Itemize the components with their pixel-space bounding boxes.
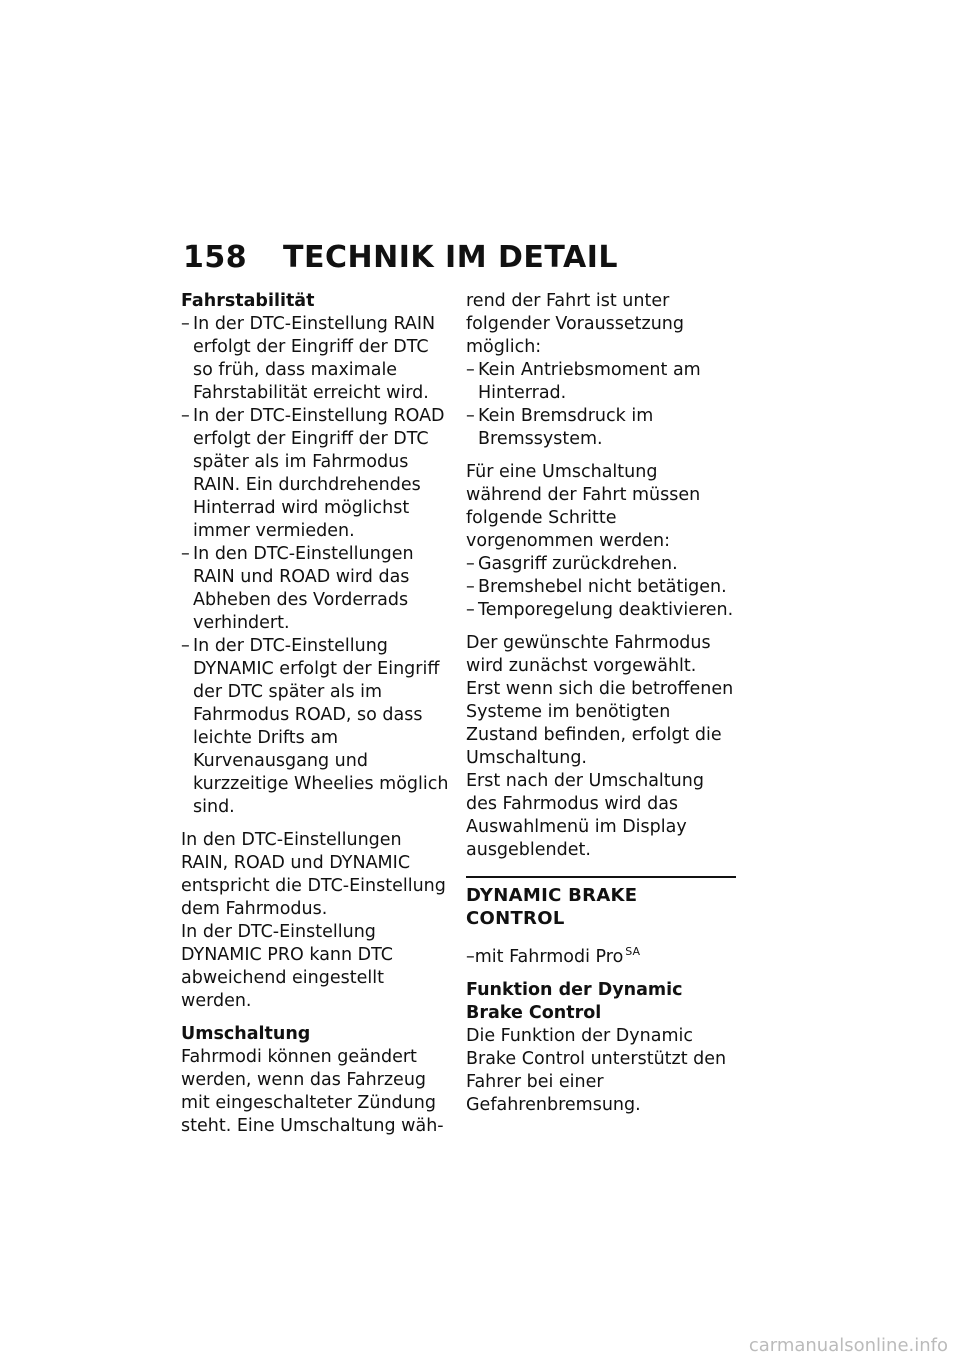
paragraph: In der DTC-Einstellung DYNAMIC PRO kann DTC abweichend eingestellt werden. [181,922,394,1011]
list-item: – Kein Bremsdruck im Bremssystem. [466,406,654,449]
right-column [466,290,736,1127]
left-column [181,290,451,1148]
list-item: – In den DTC-Einstellungen RAIN und ROAD wird das Abheben des Vorderrads verhindert. [181,544,414,633]
paragraph: Der gewünschte Fahrmodus wird zunächst vorgewählt. Erst wenn sich die betroffenen Systeme im benötigten Zustand befinden, erfolgt die Umschaltung. [466,633,734,768]
watermark: carmanualsonline.info [748,1335,948,1356]
list-item: – Temporegelung deaktivieren. [466,600,734,620]
paragraph: Für eine Umschaltung während der Fahrt müssen folgende Schritte vorgenommen werden: [466,462,701,551]
paragraph: rend der Fahrt ist unter folgender Voraussetzung möglich: [466,291,684,357]
list-item: – In der DTC-Einstellung RAIN erfolgt der Eingriff der DTC so früh, dass maximale Fahrstabilität erreicht wird. [181,314,436,403]
paragraph: Erst nach der Umschaltung des Fahrmodus wird das Auswahlmenü im Display ausgeblendet. [466,771,704,860]
paragraph: Die Funktion der Dynamic Brake Control unterstützt den Fahrer bei einer Gefahrenbremsung. [466,1026,727,1115]
paragraph: In den DTC-Einstellungen RAIN, ROAD und DYNAMIC entspricht die DTC-Einstellung dem Fahrmodus. [181,830,446,919]
section-title: DYNAMIC BRAKE CONTROL [466,885,638,929]
condition-list [466,359,736,451]
list-item: – In der DTC-Einstellung ROAD erfolgt der Eingriff der DTC später als im Fahrmodus RAIN. Ein durchdrehendes Hinterrad wird möglichst immer vermieden. [181,406,445,541]
page-header [183,240,618,275]
section-divider [466,876,736,878]
paragraph: Fahrmodi können geändert werden, wenn das Fahrzeug mit eingeschalteter Zündung steht. Eine Umschaltung wäh- [181,1047,444,1136]
list-item: – In der DTC-Einstellung DYNAMIC erfolgt der Eingriff der DTC später als im Fahrmodus ROAD, so dass leichte Drifts am Kurvenausgang und kurzzeitige Wheelies möglich sind. [181,636,449,817]
chapter-title: TECHNIK IM DETAIL [283,240,619,275]
dtc-list [181,313,451,819]
option-line: –mit Fahrmodi Pro $^{SA}$ [466,945,641,967]
list-item: – Bremshebel nicht betätigen. [466,577,727,597]
heading-fahrstabilitaet: Fahrstabilität [181,291,315,311]
heading-umschaltung: Umschaltung [181,1024,311,1044]
list-item: – Gasgriff zurückdrehen. [466,554,678,574]
list-item: – Kein Antriebsmoment am Hinterrad. [466,360,701,403]
steps-list [466,553,736,622]
option-superscript: SA [625,945,641,958]
heading-funktion: Funktion der Dynamic Brake Control [466,980,683,1023]
page-number: 158 [183,240,248,275]
